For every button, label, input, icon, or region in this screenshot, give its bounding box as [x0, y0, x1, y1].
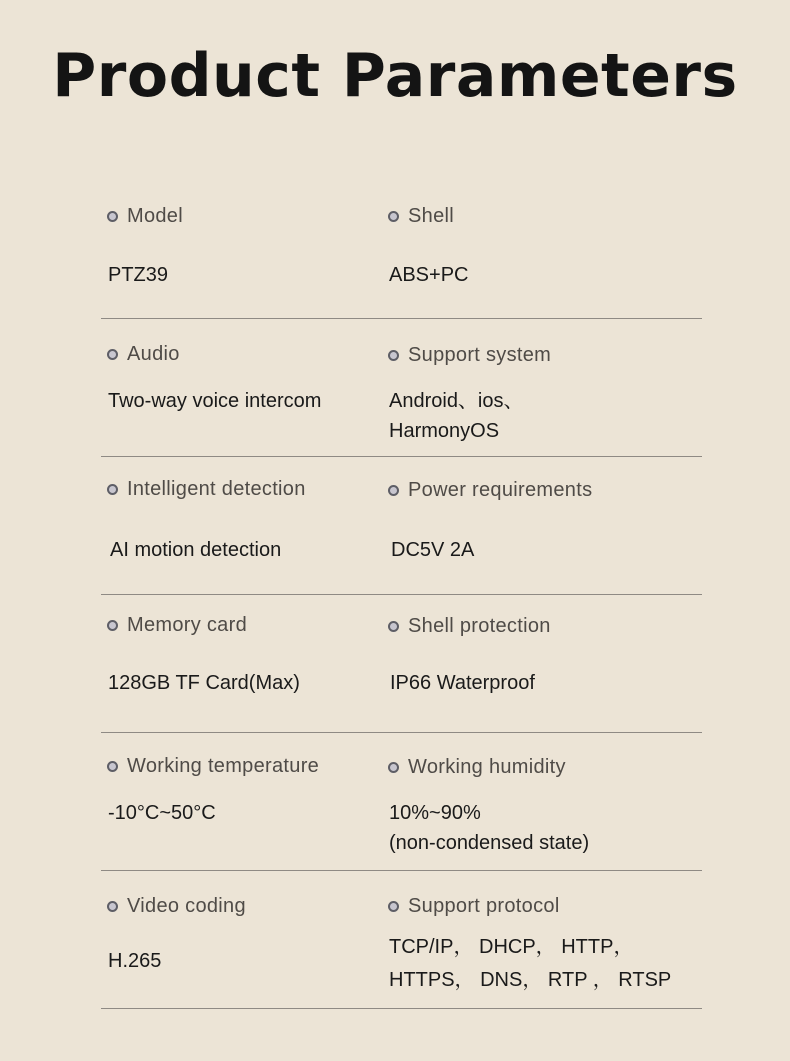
bullet-dot-icon — [107, 901, 118, 912]
param-shell-protection — [388, 614, 688, 694]
param-label-text: Support system — [408, 344, 552, 366]
row-divider — [101, 1008, 702, 1009]
param-working-temperature — [107, 754, 407, 824]
row-divider — [101, 594, 702, 595]
param-value: PTZ39 — [108, 264, 169, 286]
param-memory-card — [107, 613, 407, 694]
param-value: ABS+PC — [389, 264, 469, 286]
param-label-text: Intelligent detection — [127, 478, 306, 500]
param-label-text: Power requirements — [408, 479, 593, 501]
bullet-dot-icon — [107, 620, 118, 631]
param-model — [107, 204, 407, 286]
bullet-dot-icon — [388, 350, 399, 361]
param-value: TCP/IP， DHCP， HTTP， HTTPS， DNS， RTP ， RTSP — [389, 936, 672, 991]
param-label — [107, 477, 407, 502]
param-value: IP66 Waterproof — [390, 672, 535, 694]
param-value: DC5V 2A — [391, 539, 475, 561]
param-value: 10%~90% (non-condensed state) — [389, 802, 590, 854]
row-divider — [101, 732, 702, 733]
param-label — [107, 613, 407, 638]
bullet-dot-icon — [388, 211, 399, 222]
page-title: Product Parameters — [52, 41, 738, 111]
bullet-dot-icon — [107, 761, 118, 772]
param-label — [388, 614, 688, 639]
param-value: Two-way voice intercom — [108, 390, 322, 412]
row-divider — [101, 318, 702, 319]
param-label-text: Video coding — [127, 895, 246, 917]
bullet-dot-icon — [388, 621, 399, 632]
param-audio — [107, 342, 407, 412]
param-label-text: Memory card — [127, 614, 247, 636]
param-value: H.265 — [108, 950, 162, 972]
param-video-coding — [107, 894, 407, 972]
param-label-text: Support protocol — [408, 895, 560, 917]
param-value: -10°C~50°C — [108, 802, 216, 824]
param-value: Android、ios、 HarmonyOS — [389, 390, 524, 442]
row-divider — [101, 870, 702, 871]
bullet-dot-icon — [388, 485, 399, 496]
param-value: 128GB TF Card(Max) — [108, 672, 300, 694]
param-label — [107, 342, 407, 367]
param-label — [107, 204, 407, 229]
bullet-dot-icon — [107, 349, 118, 360]
bullet-dot-icon — [107, 211, 118, 222]
param-shell — [388, 204, 688, 286]
param-power-requirements — [388, 478, 688, 561]
param-support-protocol — [388, 894, 688, 991]
param-label-text: Working temperature — [127, 755, 320, 777]
param-label — [107, 894, 407, 919]
param-intelligent-detection — [107, 477, 407, 561]
param-label-text: Shell protection — [408, 615, 551, 637]
param-label — [107, 754, 407, 779]
param-label — [388, 755, 688, 780]
param-support-system — [388, 343, 688, 442]
param-value: AI motion detection — [110, 539, 282, 561]
param-working-humidity — [388, 755, 688, 854]
param-label-text: Audio — [127, 343, 180, 365]
param-label-text: Working humidity — [408, 756, 566, 778]
bullet-dot-icon — [388, 901, 399, 912]
param-label-text: Shell — [408, 205, 454, 227]
bullet-dot-icon — [388, 762, 399, 773]
bullet-dot-icon — [107, 484, 118, 495]
param-label-text: Model — [127, 205, 183, 227]
row-divider — [101, 456, 702, 457]
param-label — [388, 478, 688, 503]
param-label — [388, 894, 688, 919]
param-label — [388, 204, 688, 229]
param-label — [388, 343, 688, 368]
